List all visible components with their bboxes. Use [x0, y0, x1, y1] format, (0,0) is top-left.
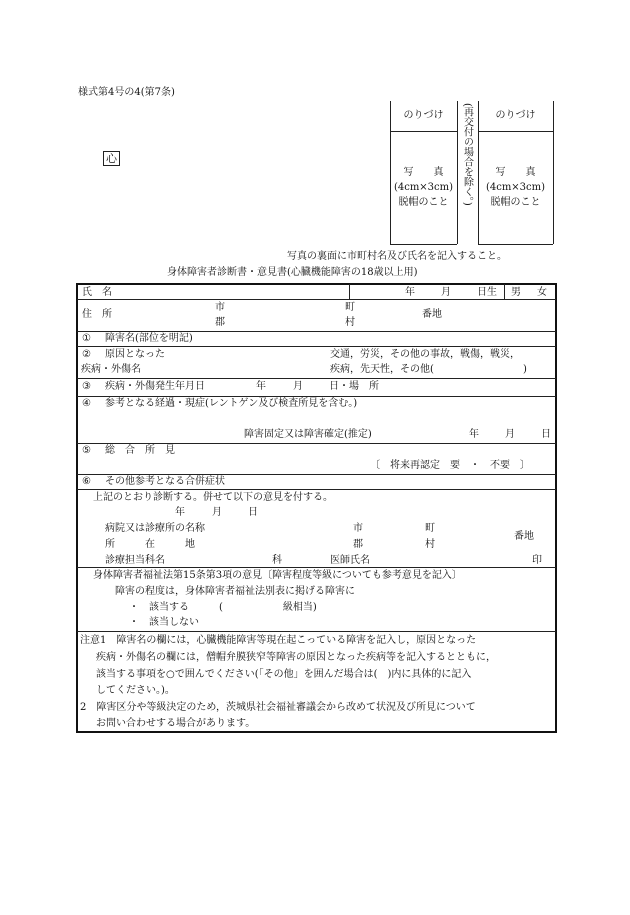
hospital-city: 市 — [353, 523, 363, 534]
note2-line1: 2 障害区分や等級決定のため，茨城県社会福祉審議会から改めて状況及び所見について — [80, 702, 476, 713]
opinion-option-applicable: ・ 該当する ( 級相当) — [129, 602, 317, 613]
disability-name-label: 障害名(部位を明記) — [105, 333, 193, 344]
cause-options-2: 疾病，先天性，その他( — [330, 364, 434, 375]
hospital-location-label: 所 在 地 — [105, 539, 195, 550]
heart-mark: 心 — [103, 151, 120, 166]
fixed-month: 月 — [505, 429, 515, 440]
diagnosis-statement: 上記のとおり診断する。併せて以下の意見を付する。 — [93, 492, 333, 503]
birth-day-label: 日生 — [477, 287, 497, 298]
form-title: 身体障害者診断書・意見書(心臓機能障害の18歳以上用) — [167, 267, 418, 278]
overall-findings-label: 総 合 所 見 — [105, 445, 175, 456]
seal-mark: 印 — [532, 555, 542, 566]
glue-label-right: のりづけ — [495, 110, 536, 121]
address-village: 村 — [345, 317, 355, 328]
opinion-title: 身体障害者福祉法第15条第3項の意見〔障害程度等級についても参考意見を記入〕 — [93, 570, 462, 581]
onset-year: 年 — [256, 381, 266, 392]
hospital-lot: 番地 — [514, 531, 534, 542]
photo-size-left: (4cm×3cm) — [393, 182, 454, 193]
doctor-name-label: 医師氏名 — [330, 555, 370, 566]
address-county: 郡 — [215, 317, 225, 328]
recertification-options: 〔 将来再認定 要 ・ 不要 〕 — [370, 460, 530, 471]
opinion-degree: 障害の程度は，身体障害者福祉法別表に掲げる障害に — [115, 586, 355, 597]
onset-month: 月 — [293, 381, 303, 392]
fixed-date-label: 障害固定又は障害確定(推定) — [244, 429, 372, 440]
cause-label-1: 原因となった — [105, 349, 165, 360]
reissue-note: (再交付の場合を除く。) — [461, 103, 473, 206]
hospital-county: 郡 — [353, 539, 363, 550]
row4-number: ④ — [82, 398, 91, 409]
diagnosis-month: 月 — [212, 507, 222, 518]
opinion-option-not-applicable: ・ 該当しない — [129, 617, 199, 628]
row2-number: ② — [82, 349, 91, 360]
row5-number: ⑤ — [82, 445, 91, 456]
row3-number: ③ — [82, 381, 91, 392]
hat-note-right: 脱帽のこと — [490, 197, 541, 208]
address-lot: 番地 — [422, 309, 442, 320]
cause-options-1: 交通，労災，その他の事故，戦傷，戦災， — [330, 349, 520, 360]
photo-size-right: (4cm×3cm) — [485, 182, 546, 193]
complications-label: その他参考となる合併症状 — [105, 476, 225, 487]
sex-female: 女 — [537, 287, 547, 298]
photo-back-note: 写真の裏面に市町村名及び氏名を記入すること。 — [287, 251, 507, 262]
address-label: 住 所 — [82, 309, 112, 320]
note1-line3: 該当する事項を○で囲んでください(「その他」を囲んだ場合は( )内に具体的に記入 — [96, 669, 472, 680]
fixed-day: 日 — [541, 429, 551, 440]
address-town: 町 — [345, 302, 355, 313]
photo-label-left: 写 真 — [403, 167, 444, 178]
diagnosis-day: 日 — [248, 507, 258, 518]
photo-label-right: 写 真 — [495, 167, 536, 178]
department-label: 診療担当科名 — [105, 555, 165, 566]
note1-line4: してください。)。 — [96, 685, 175, 696]
note1-line2: 疾病・外傷名の欄には，僧帽弁膜狭窄等障害の原因となった疾病等を記入するとともに， — [96, 652, 496, 663]
hospital-name-label: 病院又は診療所の名称 — [105, 523, 205, 534]
diagnosis-year: 年 — [175, 507, 185, 518]
note1-line1: 注意1 障害名の欄には，心臓機能障害等現在起こっている障害を記入し，原因となった — [80, 635, 477, 646]
hat-note-left: 脱帽のこと — [398, 197, 449, 208]
glue-label-left: のりづけ — [403, 110, 444, 121]
birth-year-label: 年 — [405, 287, 415, 298]
onset-date-label: 疾病・外傷発生年月日 — [105, 381, 205, 392]
address-city: 市 — [215, 302, 225, 313]
hospital-village: 村 — [425, 539, 435, 550]
fixed-year: 年 — [469, 429, 479, 440]
history-label: 参考となる経過・現症(レントゲン及び検査所見を含む。) — [105, 398, 358, 409]
hospital-town: 町 — [425, 523, 435, 534]
name-label: 氏 名 — [82, 287, 112, 298]
sex-male: 男 — [511, 287, 521, 298]
birth-month-label: 月 — [441, 287, 451, 298]
row1-number: ① — [82, 333, 91, 344]
onset-day-place: 日・場 所 — [329, 381, 379, 392]
department-ka: 科 — [272, 555, 282, 566]
cause-options-close: ) — [523, 364, 527, 375]
form-number: 様式第4号の4(第7条) — [78, 87, 175, 98]
cause-label-2: 疾病・外傷名 — [81, 364, 141, 375]
note2-line2: お問い合わせする場合があります。 — [96, 718, 256, 729]
row6-number: ⑥ — [82, 476, 91, 487]
